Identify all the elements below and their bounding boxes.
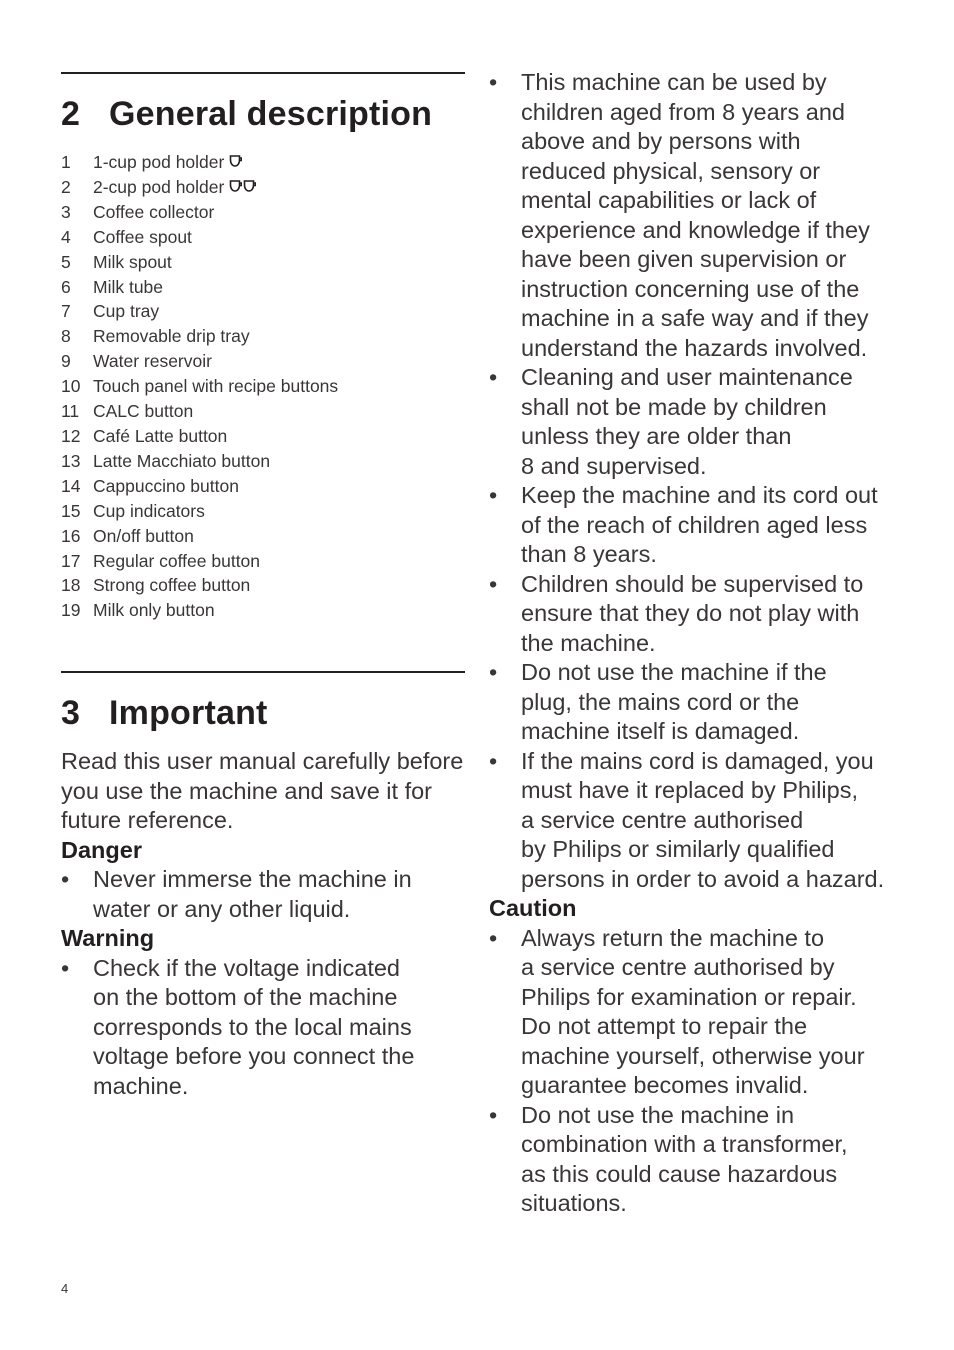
bullet-icon: • bbox=[489, 69, 498, 95]
important-section bbox=[61, 671, 466, 1101]
item-number: 17 bbox=[61, 550, 81, 571]
bullet-line: Always return the machine to bbox=[521, 924, 825, 951]
item-label: CALC button bbox=[93, 401, 194, 422]
bullet-line: water or any other liquid. bbox=[93, 895, 351, 922]
section-heading-general bbox=[61, 94, 466, 134]
two-cup-icon bbox=[229, 175, 257, 200]
list-item bbox=[61, 399, 466, 424]
bullet-line: If the mains cord is damaged, you bbox=[521, 747, 874, 774]
list-item bbox=[61, 499, 466, 524]
item-label: Touch panel with recipe buttons bbox=[93, 376, 339, 397]
bullet-icon: • bbox=[489, 659, 498, 685]
bullet-icon: • bbox=[489, 364, 498, 390]
danger-heading: Danger bbox=[61, 836, 142, 863]
list-item bbox=[61, 954, 466, 1102]
one-cup-icon bbox=[229, 150, 243, 175]
bullet-line: situations. bbox=[521, 1190, 627, 1216]
bullet-line: machine itself is damaged. bbox=[521, 718, 800, 744]
item-label: On/off button bbox=[93, 525, 194, 546]
bullet-line: Cleaning and user maintenance bbox=[521, 364, 853, 390]
list-item bbox=[61, 299, 466, 324]
list-item bbox=[61, 200, 466, 225]
bullet-line: 8 and supervised. bbox=[521, 452, 707, 479]
caution-heading: Caution bbox=[489, 895, 577, 921]
list-item bbox=[61, 324, 466, 349]
item-number: 4 bbox=[61, 226, 71, 247]
item-number: 15 bbox=[61, 500, 81, 521]
list-item bbox=[61, 225, 466, 250]
item-number: 18 bbox=[61, 575, 81, 596]
list-item bbox=[61, 374, 466, 399]
bullet-line: ensure that they do not play with bbox=[521, 600, 860, 626]
item-label: Latte Macchiato button bbox=[93, 450, 271, 471]
item-label: Milk only button bbox=[93, 600, 215, 621]
bullet-line: of the reach of children aged less bbox=[521, 511, 868, 538]
item-label: Coffee spout bbox=[93, 226, 192, 247]
item-number: 14 bbox=[61, 475, 81, 496]
item-number: 19 bbox=[61, 600, 81, 621]
list-item bbox=[61, 449, 466, 474]
bullet-line: a service centre authorised by bbox=[521, 954, 835, 980]
item-label: Café Latte button bbox=[93, 425, 228, 446]
list-item bbox=[489, 658, 909, 747]
item-label: Cappuccino button bbox=[93, 475, 239, 496]
bullet-line: Do not attempt to repair the bbox=[521, 1013, 808, 1039]
bullet-line: This machine can be used by bbox=[521, 69, 827, 95]
bullet-line: persons in order to avoid a hazard. bbox=[521, 865, 885, 892]
bullet-line: Children should be supervised to bbox=[521, 570, 864, 597]
bullet-line: combination with a transformer, bbox=[521, 1131, 848, 1157]
bullet-line: a service centre authorised bbox=[521, 806, 804, 833]
item-label: Removable drip tray bbox=[93, 326, 250, 347]
list-item bbox=[489, 363, 909, 481]
item-number: 7 bbox=[61, 301, 71, 322]
danger-list bbox=[61, 865, 466, 924]
list-item bbox=[61, 549, 466, 574]
list-item bbox=[61, 865, 466, 924]
bullet-line: understand the hazards involved. bbox=[521, 334, 868, 361]
bullet-line: above and by persons with bbox=[521, 128, 801, 154]
section-rule bbox=[61, 72, 465, 74]
list-item bbox=[61, 598, 466, 623]
bullet-line: corresponds to the local mains bbox=[93, 1013, 412, 1040]
intro-line: future reference. bbox=[61, 807, 234, 833]
bullet-line: as this could cause hazardous bbox=[521, 1160, 838, 1187]
bullet-line: by Philips or similarly qualified bbox=[521, 836, 835, 862]
bullet-line: must have it replaced by Philips, bbox=[521, 777, 858, 803]
warning-heading: Warning bbox=[61, 925, 155, 951]
parts-list bbox=[61, 150, 466, 623]
bullet-icon: • bbox=[489, 570, 498, 597]
bullet-line: on the bottom of the machine bbox=[93, 984, 398, 1010]
section-title: Important bbox=[109, 694, 268, 732]
item-number: 6 bbox=[61, 276, 71, 297]
caution-list bbox=[489, 924, 909, 1219]
list-item bbox=[489, 1101, 909, 1219]
list-item bbox=[61, 424, 466, 449]
list-item bbox=[489, 924, 909, 1101]
list-item bbox=[489, 68, 909, 363]
item-label: 2-cup pod holder bbox=[93, 176, 225, 197]
list-item bbox=[61, 250, 466, 275]
item-label: Cup tray bbox=[93, 301, 160, 322]
section-number: 3 bbox=[61, 694, 81, 732]
intro-line: Read this user manual carefully before bbox=[61, 748, 464, 774]
bullet-line: experience and knowledge if they bbox=[521, 216, 870, 243]
section-heading-important bbox=[61, 693, 466, 733]
list-item bbox=[61, 573, 466, 598]
item-label: Milk spout bbox=[93, 251, 172, 272]
bullet-line: machine yourself, otherwise your bbox=[521, 1042, 865, 1069]
bullet-line: machine in a safe way and if they bbox=[521, 305, 869, 331]
bullet-line: Keep the machine and its cord out bbox=[521, 482, 878, 508]
warning-list-continued bbox=[489, 68, 909, 894]
bullet-line: Do not use the machine in bbox=[521, 1101, 795, 1128]
list-item bbox=[61, 474, 466, 499]
section-rule bbox=[61, 671, 465, 673]
item-number: 2 bbox=[61, 176, 71, 197]
right-column bbox=[489, 68, 909, 1219]
item-label: Water reservoir bbox=[93, 351, 212, 372]
bullet-icon: • bbox=[489, 482, 498, 508]
list-item bbox=[61, 150, 466, 175]
list-item bbox=[489, 747, 909, 895]
bullet-icon: • bbox=[61, 954, 70, 981]
bullet-line: Check if the voltage indicated bbox=[93, 954, 400, 981]
bullet-line: instruction concerning use of the bbox=[521, 275, 860, 302]
item-number: 1 bbox=[61, 152, 71, 172]
item-number: 9 bbox=[61, 351, 71, 372]
intro-line: you use the machine and save it for bbox=[61, 777, 432, 804]
item-number: 13 bbox=[61, 450, 81, 471]
bullet-line: guarantee becomes invalid. bbox=[521, 1072, 809, 1098]
item-label: 1-cup pod holder bbox=[93, 152, 225, 172]
bullet-line: shall not be made by children bbox=[521, 393, 827, 420]
bullet-line: children aged from 8 years and bbox=[521, 98, 845, 125]
bullet-line: mental capabilities or lack of bbox=[521, 187, 817, 213]
section-title: General description bbox=[109, 95, 433, 133]
bullet-line: Philips for examination or repair. bbox=[521, 983, 857, 1010]
item-number: 11 bbox=[61, 401, 80, 422]
item-number: 16 bbox=[61, 525, 81, 546]
item-label: Milk tube bbox=[93, 276, 164, 297]
bullet-line: the machine. bbox=[521, 629, 656, 656]
bullet-line: Do not use the machine if the bbox=[521, 659, 827, 685]
list-item bbox=[489, 481, 909, 570]
item-label: Coffee collector bbox=[93, 201, 215, 222]
section-number: 2 bbox=[61, 95, 81, 133]
item-label: Regular coffee button bbox=[93, 550, 261, 571]
warning-list bbox=[61, 954, 466, 1102]
bullet-line: unless they are older than bbox=[521, 423, 792, 449]
bullet-icon: • bbox=[489, 1101, 498, 1128]
bullet-line: reduced physical, sensory or bbox=[521, 157, 821, 184]
bullet-icon: • bbox=[489, 747, 498, 774]
item-number: 5 bbox=[61, 251, 71, 272]
list-item bbox=[61, 275, 466, 300]
list-item bbox=[61, 524, 466, 549]
bullet-line: Never immerse the machine in bbox=[93, 866, 412, 892]
item-number: 3 bbox=[61, 201, 71, 222]
bullet-line: voltage before you connect the bbox=[93, 1043, 415, 1069]
list-item bbox=[61, 175, 466, 200]
list-item bbox=[489, 570, 909, 659]
bullet-icon: • bbox=[489, 924, 498, 951]
bullet-line: machine. bbox=[93, 1072, 189, 1099]
item-number: 8 bbox=[61, 326, 71, 347]
bullet-line: than 8 years. bbox=[521, 541, 657, 567]
bullet-line: have been given supervision or bbox=[521, 246, 847, 272]
general-description-section bbox=[61, 72, 466, 623]
page-number: 4 bbox=[61, 1281, 69, 1296]
intro-paragraph bbox=[61, 747, 466, 836]
item-label: Strong coffee button bbox=[93, 575, 251, 596]
list-item bbox=[61, 349, 466, 374]
item-number: 12 bbox=[61, 425, 81, 446]
bullet-line: plug, the mains cord or the bbox=[521, 688, 800, 715]
item-number: 10 bbox=[61, 376, 81, 397]
bullet-icon: • bbox=[61, 866, 70, 892]
item-label: Cup indicators bbox=[93, 500, 205, 521]
